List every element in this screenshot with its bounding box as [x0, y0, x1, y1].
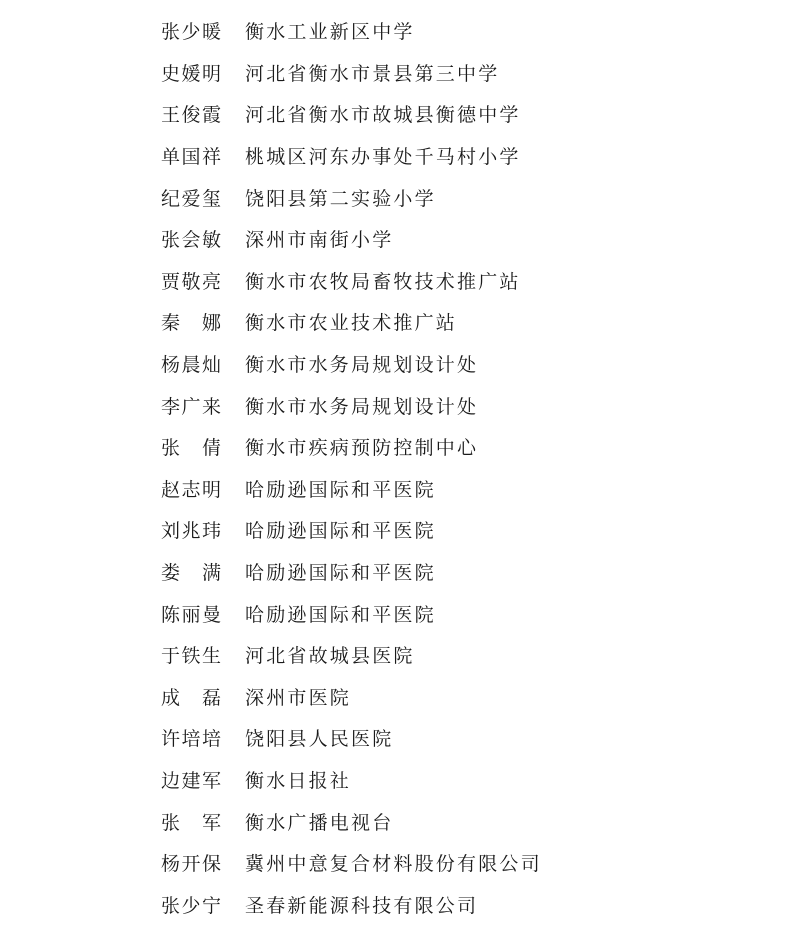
organization: 衡水广播电视台 — [245, 811, 394, 834]
person-name: 娄 满 — [161, 562, 223, 585]
organization: 哈励逊国际和平医院 — [245, 478, 436, 501]
person-name: 单国祥 — [161, 146, 223, 169]
organization: 河北省衡水市景县第三中学 — [245, 62, 500, 85]
person-name: 张少暖 — [161, 21, 223, 44]
list-item — [161, 301, 542, 343]
organization: 衡水日报社 — [245, 769, 352, 792]
organization: 衡水市水务局规划设计处 — [245, 354, 479, 377]
person-name: 张会敏 — [161, 229, 223, 252]
organization: 饶阳县第二实验小学 — [245, 187, 436, 210]
list-item — [161, 509, 542, 551]
person-name: 纪爱玺 — [161, 187, 223, 210]
list-item — [161, 426, 542, 468]
person-name: 张 倩 — [161, 437, 223, 460]
list-item — [161, 842, 542, 884]
list-item — [161, 343, 542, 385]
organization: 深州市南街小学 — [245, 229, 394, 252]
person-name: 成 磊 — [161, 686, 223, 709]
list-item — [161, 551, 542, 593]
list-item — [161, 883, 542, 925]
list-item — [161, 384, 542, 426]
organization: 圣春新能源科技有限公司 — [245, 894, 479, 917]
list-item — [161, 218, 542, 260]
organization: 饶阳县人民医院 — [245, 728, 394, 751]
organization: 哈励逊国际和平医院 — [245, 603, 436, 626]
list-item — [161, 676, 542, 718]
organization: 深州市医院 — [245, 686, 352, 709]
person-name: 张 军 — [161, 811, 223, 834]
organization: 衡水工业新区中学 — [245, 21, 415, 44]
person-name: 李广来 — [161, 395, 223, 418]
person-name: 边建军 — [161, 769, 223, 792]
organization: 衡水市农牧局畜牧技术推广站 — [245, 270, 521, 293]
person-name: 许培培 — [161, 728, 223, 751]
list-item — [161, 52, 542, 94]
person-name: 史媛明 — [161, 62, 223, 85]
person-name: 杨开保 — [161, 853, 223, 876]
person-name: 杨晨灿 — [161, 354, 223, 377]
list-item — [161, 717, 542, 759]
person-name: 张少宁 — [161, 894, 223, 917]
person-name: 于铁生 — [161, 645, 223, 668]
list-item — [161, 176, 542, 218]
list-item — [161, 93, 542, 135]
organization: 哈励逊国际和平医院 — [245, 520, 436, 543]
organization: 冀州中意复合材料股份有限公司 — [245, 853, 542, 876]
list-item — [161, 634, 542, 676]
person-name: 陈丽曼 — [161, 603, 223, 626]
list-item — [161, 759, 542, 801]
organization: 河北省故城县医院 — [245, 645, 415, 668]
organization: 衡水市疾病预防控制中心 — [245, 437, 479, 460]
organization: 衡水市水务局规划设计处 — [245, 395, 479, 418]
list-item — [161, 468, 542, 510]
organization: 河北省衡水市故城县衡德中学 — [245, 104, 521, 127]
honoree-list — [161, 10, 542, 925]
person-name: 赵志明 — [161, 478, 223, 501]
organization: 桃城区河东办事处千马村小学 — [245, 146, 521, 169]
list-item — [161, 260, 542, 302]
person-name: 秦 娜 — [161, 312, 223, 335]
list-item — [161, 800, 542, 842]
person-name: 王俊霞 — [161, 104, 223, 127]
list-item — [161, 592, 542, 634]
list-item — [161, 135, 542, 177]
person-name: 贾敬亮 — [161, 270, 223, 293]
list-item — [161, 10, 542, 52]
organization: 哈励逊国际和平医院 — [245, 562, 436, 585]
organization: 衡水市农业技术推广站 — [245, 312, 458, 335]
person-name: 刘兆玮 — [161, 520, 223, 543]
